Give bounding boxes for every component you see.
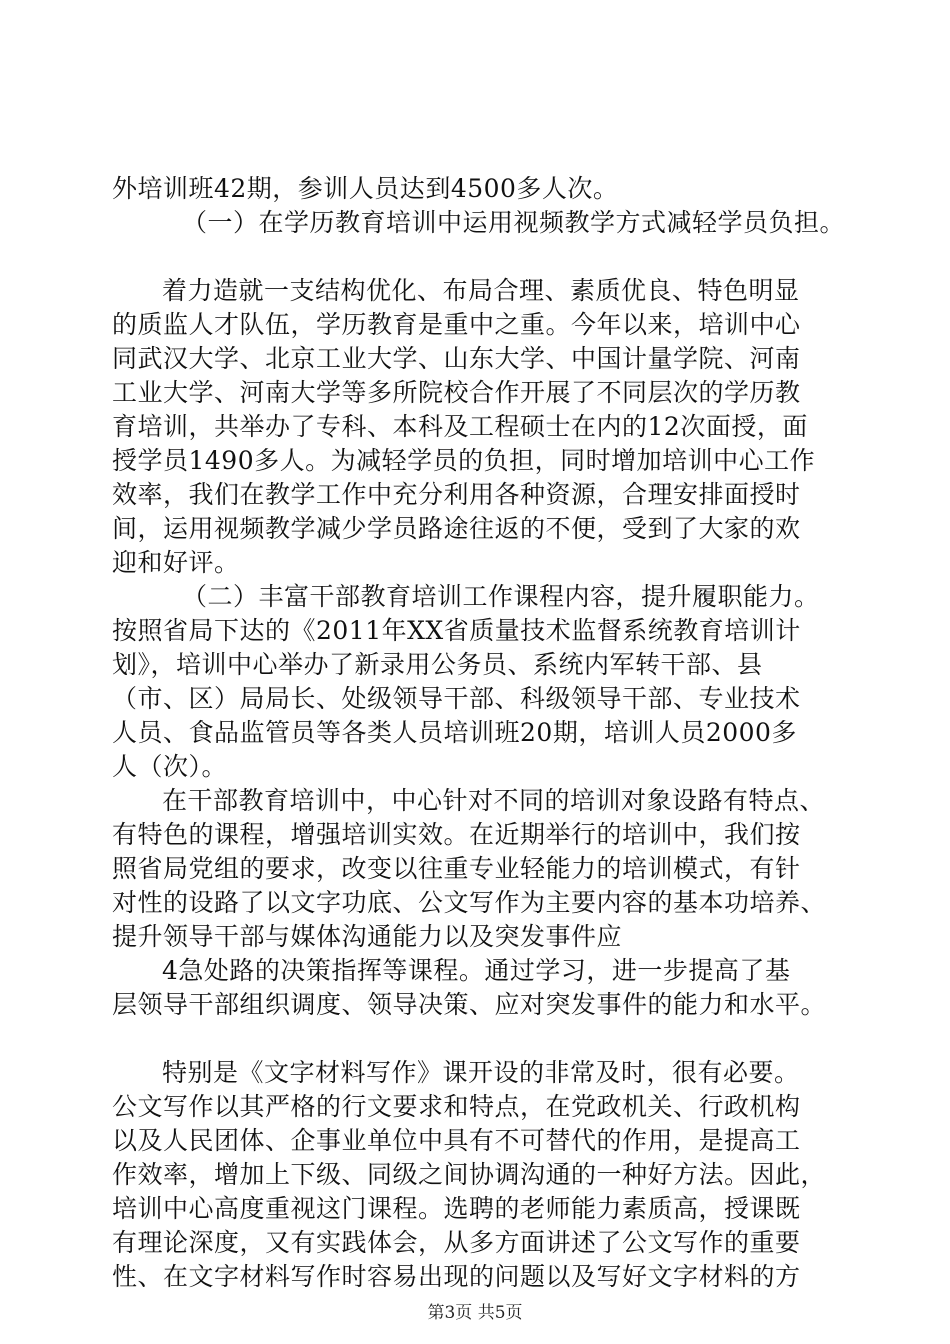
text-line: 的质监人才队伍，学历教育是重中之重。今年以来，培训中心 bbox=[112, 310, 801, 339]
text-line: 作效率，增加上下级、同级之间协调沟通的一种好方法。因此， bbox=[112, 1160, 827, 1189]
text-line: 育培训，共举办了专科、本科及工程硕士在内的12次面授，面 bbox=[112, 412, 808, 441]
page-number: 第3页 共5页 bbox=[427, 1303, 523, 1323]
text-line: （市、区）局局长、处级领导干部、科级领导干部、专业技术 bbox=[112, 684, 801, 713]
text-line: 特别是《文字材料写作》课开设的非常及时，很有必要。 bbox=[162, 1058, 800, 1087]
text-line: 在干部教育培训中，中心针对不同的培训对象设路有特点、 bbox=[162, 786, 826, 815]
text-line: 按照省局下达的《2011年XX省质量技术监督系统教育培训计 bbox=[112, 616, 801, 645]
text-line: 性、在文字材料写作时容易出现的问题以及写好文字材料的方 bbox=[112, 1262, 801, 1291]
text-line: 人（次）。 bbox=[112, 752, 228, 781]
text-line: 人员、食品监管员等各类人员培训班20期，培训人员2000多 bbox=[112, 718, 797, 747]
text-line: 授学员1490多人。为减轻学员的负担，同时增加培训中心工作 bbox=[112, 446, 816, 475]
text-line: 对性的设路了以文字功底、公文写作为主要内容的基本功培养、 bbox=[112, 888, 827, 917]
text-line: 工业大学、河南大学等多所院校合作开展了不同层次的学历教 bbox=[112, 378, 801, 407]
text-line: 迎和好评。 bbox=[112, 548, 240, 577]
text-line: 公文写作以其严格的行文要求和特点，在党政机关、行政机构 bbox=[112, 1092, 801, 1121]
text-line: 提升领导干部与媒体沟通能力以及突发事件应 bbox=[112, 922, 623, 951]
section-heading: （二）丰富干部教育培训工作课程内容，提升履职能力。 bbox=[182, 582, 820, 611]
text-line: 间，运用视频教学减少学员路途往返的不便，受到了大家的欢 bbox=[112, 514, 801, 543]
text-line: 以及人民团体、企事业单位中具有不可替代的作用，是提高工 bbox=[112, 1126, 801, 1155]
text-line: 有理论深度，又有实践体会，从多方面讲述了公文写作的重要 bbox=[112, 1228, 801, 1257]
text-line: 效率，我们在教学工作中充分利用各种资源，合理安排面授时 bbox=[112, 480, 801, 509]
text-line: 4急处路的决策指挥等课程。通过学习，进一步提高了基 bbox=[162, 956, 791, 985]
text-line: 有特色的课程，增强培训实效。在近期举行的培训中，我们按 bbox=[112, 820, 801, 849]
text-line: 层领导干部组织调度、领导决策、应对突发事件的能力和水平。 bbox=[112, 990, 827, 1019]
text-line: 照省局党组的要求，改变以往重专业轻能力的培训模式，有针 bbox=[112, 854, 801, 883]
text-line: 外培训班42期，参训人员达到4500多人次。 bbox=[112, 174, 619, 203]
text-line: 培训中心高度重视这门课程。选聘的老师能力素质高，授课既 bbox=[112, 1194, 801, 1223]
text-line: 同武汉大学、北京工业大学、山东大学、中国计量学院、河南 bbox=[112, 344, 801, 373]
section-heading: （一）在学历教育培训中运用视频教学方式减轻学员负担。 bbox=[182, 208, 846, 237]
text-line: 划》，培训中心举办了新录用公务员、系统内军转干部、县 bbox=[112, 650, 763, 679]
text-line: 着力造就一支结构优化、布局合理、素质优良、特色明显 bbox=[162, 276, 800, 305]
